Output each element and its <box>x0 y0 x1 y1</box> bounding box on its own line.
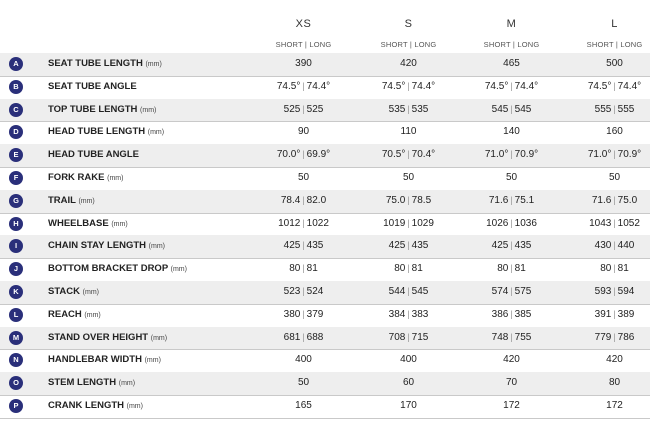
value-cell <box>563 240 650 251</box>
measurement-unit: (mm) <box>140 106 157 114</box>
short-value: 1012 <box>278 217 301 229</box>
long-value: 1036 <box>514 217 537 229</box>
measurement-label <box>48 81 137 92</box>
long-value: 78.5 <box>411 194 432 206</box>
value-cell <box>563 149 650 160</box>
short-value: 71.6 <box>591 194 612 206</box>
value-separator: | <box>613 286 616 296</box>
table-row <box>0 349 650 373</box>
short-value: 74.5° <box>276 80 301 92</box>
long-value: 81 <box>411 263 423 275</box>
measurement-label <box>48 172 123 183</box>
value-cell: 420 <box>400 58 417 69</box>
value-separator: | <box>510 308 513 319</box>
value-cell: 50 <box>402 172 415 183</box>
short-value: 708 <box>388 331 406 343</box>
value-separator: | <box>407 286 410 296</box>
value-separator: | <box>510 217 513 228</box>
table-row <box>0 144 650 168</box>
long-value: 525 <box>306 103 324 115</box>
value-separator: | <box>613 80 616 91</box>
value-cell <box>357 149 460 160</box>
short-value: 75.0 <box>385 194 406 206</box>
value-separator: | <box>510 103 513 114</box>
long-value: 70.9° <box>617 149 642 161</box>
short-value: 74.5° <box>587 80 612 92</box>
measurement-badge: G <box>9 194 23 208</box>
table-row <box>0 372 650 396</box>
value-separator: | <box>407 240 410 251</box>
measurement-badge: A <box>9 57 23 71</box>
value-cell <box>357 104 460 115</box>
measurement-label <box>48 309 101 320</box>
measurement-unit: (mm) <box>84 311 101 319</box>
measurement-unit: (mm) <box>144 357 161 365</box>
size-heading-l: L <box>611 18 618 30</box>
short-value: 748 <box>491 331 509 343</box>
measurement-label <box>48 400 143 411</box>
value-separator: | <box>510 286 513 296</box>
long-value: 75.1 <box>514 194 535 206</box>
measurement-name: SEAT TUBE LENGTH <box>48 58 143 69</box>
value-cell <box>563 309 650 320</box>
value-separator: | <box>302 240 305 251</box>
value-cell <box>357 332 460 343</box>
long-value: 535 <box>411 103 429 115</box>
long-value: 1022 <box>306 217 329 229</box>
short-long-label: SHORT | LONG <box>275 40 332 49</box>
short-value: 380 <box>283 308 301 320</box>
measurement-badge: E <box>9 148 23 162</box>
short-value: 523 <box>283 286 301 297</box>
short-value: 779 <box>594 331 612 343</box>
long-value: 74.4° <box>411 80 436 92</box>
short-value: 74.5° <box>484 80 509 92</box>
short-long-label: SHORT | LONG <box>586 40 643 49</box>
measurement-name: STEM LENGTH <box>48 377 117 389</box>
measurement-label <box>48 58 162 69</box>
value-separator: | <box>302 194 305 205</box>
long-value: 82.0 <box>306 194 327 206</box>
long-value: 688 <box>306 331 324 343</box>
table-row <box>0 167 650 191</box>
long-value: 70.9° <box>514 149 539 161</box>
short-value: 78.4 <box>280 194 301 206</box>
value-cell <box>252 149 355 160</box>
value-separator: | <box>613 240 616 251</box>
value-cell <box>460 309 563 320</box>
value-separator: | <box>613 331 616 342</box>
value-cell: 400 <box>295 354 312 366</box>
measurement-name: WHEELBASE <box>48 217 109 229</box>
measurement-name: TOP TUBE LENGTH <box>48 103 138 115</box>
value-separator: | <box>407 80 410 91</box>
value-cell: 140 <box>503 126 520 138</box>
long-value: 70.4° <box>411 149 436 161</box>
measurement-unit: (mm) <box>150 334 168 342</box>
value-cell <box>252 104 355 115</box>
long-value: 69.9° <box>306 149 331 161</box>
value-separator: | <box>407 263 410 274</box>
table-row <box>0 327 650 351</box>
short-value: 430 <box>594 240 612 252</box>
measurement-label <box>48 218 128 229</box>
measurement-badge: P <box>9 399 23 413</box>
short-value: 574 <box>491 286 509 297</box>
long-value: 379 <box>306 308 324 320</box>
measurement-badge: K <box>9 285 23 299</box>
measurement-badge: C <box>9 103 23 117</box>
short-value: 681 <box>283 331 301 343</box>
measurement-unit: (mm) <box>111 220 128 228</box>
short-value: 1043 <box>589 217 612 229</box>
measurement-badge: O <box>9 376 23 390</box>
measurement-unit: (mm) <box>148 243 165 251</box>
value-separator: | <box>613 263 616 274</box>
short-value: 525 <box>283 103 301 115</box>
measurement-name: SEAT TUBE ANGLE <box>48 80 137 92</box>
table-row <box>0 76 650 100</box>
long-value: 786 <box>617 331 635 343</box>
measurement-name: CHAIN STAY LENGTH <box>48 240 147 252</box>
value-separator: | <box>407 194 410 205</box>
measurement-label <box>48 286 99 297</box>
size-heading-xs: XS <box>295 18 312 30</box>
measurement-name: CRANK LENGTH <box>48 400 124 411</box>
table-row <box>0 53 650 77</box>
value-separator: | <box>613 149 616 160</box>
value-cell <box>357 218 460 229</box>
measurement-badge: M <box>9 331 23 345</box>
short-value: 80 <box>497 263 509 275</box>
value-separator: | <box>302 263 305 274</box>
long-value: 440 <box>617 240 635 252</box>
measurement-unit: (mm) <box>82 289 99 296</box>
table-row <box>0 235 650 259</box>
size-heading-s: S <box>404 18 413 30</box>
measurement-unit: (mm) <box>118 380 136 388</box>
value-cell <box>252 218 355 229</box>
value-cell <box>357 195 460 206</box>
measurement-name: STAND OVER HEIGHT <box>48 331 149 343</box>
value-cell: 172 <box>503 400 520 411</box>
value-cell <box>460 218 563 229</box>
value-cell <box>357 81 460 92</box>
short-value: 555 <box>594 103 612 115</box>
value-separator: | <box>613 217 616 228</box>
measurement-name: FORK RAKE <box>48 172 105 183</box>
value-separator: | <box>302 80 305 91</box>
value-cell: 465 <box>503 58 520 69</box>
value-cell <box>563 263 650 274</box>
long-value: 81 <box>514 263 526 275</box>
short-long-label: SHORT | LONG <box>380 40 437 49</box>
measurement-name: HEAD TUBE LENGTH <box>48 126 146 138</box>
value-cell: 420 <box>606 354 623 366</box>
value-cell: 50 <box>608 172 621 183</box>
value-cell <box>563 81 650 92</box>
value-separator: | <box>302 103 305 114</box>
value-separator: | <box>510 240 513 251</box>
value-cell <box>460 240 563 251</box>
value-cell <box>357 240 460 251</box>
value-cell: 390 <box>295 58 312 69</box>
value-cell: 70 <box>505 377 518 389</box>
value-separator: | <box>407 149 410 160</box>
long-value: 383 <box>411 308 429 320</box>
measurement-unit: (mm) <box>170 266 187 274</box>
value-cell <box>357 309 460 320</box>
value-separator: | <box>613 194 616 205</box>
long-value: 545 <box>411 286 429 297</box>
short-value: 74.5° <box>381 80 406 92</box>
short-value: 544 <box>388 286 406 297</box>
measurement-label <box>48 263 187 274</box>
measurement-name: TRAIL <box>48 194 76 206</box>
value-cell <box>460 332 563 343</box>
long-value: 75.0 <box>617 194 638 206</box>
value-separator: | <box>613 103 616 114</box>
value-separator: | <box>302 331 305 342</box>
table-row <box>0 304 650 328</box>
value-cell: 50 <box>297 172 310 183</box>
value-cell: 50 <box>297 377 310 389</box>
value-separator: | <box>510 80 513 91</box>
value-cell <box>252 240 355 251</box>
table-row <box>0 258 650 282</box>
measurement-unit: (mm) <box>107 175 124 182</box>
long-value: 715 <box>411 331 429 343</box>
value-cell: 90 <box>297 126 310 138</box>
long-value: 575 <box>514 286 532 297</box>
measurement-label <box>48 195 95 206</box>
measurement-badge: I <box>9 239 23 253</box>
value-cell <box>460 104 563 115</box>
value-separator: | <box>302 149 305 160</box>
value-cell <box>460 286 563 297</box>
value-separator: | <box>510 331 513 342</box>
size-heading-m: M <box>506 18 517 30</box>
value-cell: 160 <box>606 126 623 138</box>
measurement-name: STACK <box>48 286 81 297</box>
long-value: 755 <box>514 331 532 343</box>
value-separator: | <box>407 103 410 114</box>
value-cell <box>252 309 355 320</box>
long-value: 74.4° <box>306 80 331 92</box>
measurement-name: BOTTOM BRACKET DROP <box>48 263 168 275</box>
short-value: 71.0° <box>587 149 612 161</box>
value-cell <box>563 104 650 115</box>
value-cell <box>460 195 563 206</box>
value-separator: | <box>510 263 513 274</box>
long-value: 435 <box>514 240 532 252</box>
long-value: 81 <box>306 263 318 275</box>
long-value: 524 <box>306 286 324 297</box>
measurement-badge: H <box>9 217 23 231</box>
measurement-badge: J <box>9 262 23 276</box>
measurement-name: HEAD TUBE ANGLE <box>48 149 139 161</box>
value-cell: 60 <box>402 377 415 389</box>
value-separator: | <box>302 308 305 319</box>
short-value: 80 <box>289 263 301 275</box>
measurement-label <box>48 240 165 251</box>
measurement-label <box>48 377 135 388</box>
measurement-name: REACH <box>48 308 82 320</box>
table-row <box>0 99 650 123</box>
value-separator: | <box>613 308 616 319</box>
short-value: 593 <box>594 286 612 297</box>
value-cell <box>460 149 563 160</box>
table-row <box>0 121 650 145</box>
value-cell <box>252 81 355 92</box>
value-separator: | <box>510 149 513 160</box>
long-value: 435 <box>306 240 324 252</box>
long-value: 389 <box>617 308 635 320</box>
measurement-unit: (mm) <box>78 197 95 205</box>
measurement-label <box>48 332 167 343</box>
value-cell <box>252 195 355 206</box>
short-value: 545 <box>491 103 509 115</box>
measurement-label <box>48 126 164 137</box>
value-cell <box>460 81 563 92</box>
short-value: 425 <box>491 240 509 252</box>
value-cell <box>563 195 650 206</box>
measurement-badge: N <box>9 353 23 367</box>
value-cell <box>563 286 650 297</box>
measurement-unit: (mm) <box>145 61 162 68</box>
value-separator: | <box>407 331 410 342</box>
value-cell: 50 <box>505 172 518 183</box>
short-value: 384 <box>388 308 406 320</box>
long-value: 555 <box>617 103 635 115</box>
value-cell <box>563 218 650 229</box>
value-cell: 165 <box>295 400 312 411</box>
long-value: 1052 <box>617 217 640 229</box>
long-value: 594 <box>617 286 635 297</box>
short-value: 1019 <box>383 217 406 229</box>
long-value: 81 <box>617 263 629 275</box>
measurement-badge: L <box>9 308 23 322</box>
short-value: 80 <box>600 263 612 275</box>
table-row <box>0 213 650 237</box>
measurement-badge: B <box>9 80 23 94</box>
short-value: 386 <box>491 308 509 320</box>
value-cell <box>460 263 563 274</box>
value-separator: | <box>407 308 410 319</box>
short-value: 425 <box>388 240 406 252</box>
value-cell <box>252 332 355 343</box>
long-value: 74.4° <box>617 80 642 92</box>
table-row <box>0 190 650 214</box>
short-value: 1026 <box>486 217 509 229</box>
short-value: 535 <box>388 103 406 115</box>
value-separator: | <box>302 217 305 228</box>
short-value: 80 <box>394 263 406 275</box>
measurement-name: HANDLEBAR WIDTH <box>48 354 142 366</box>
value-separator: | <box>302 286 305 296</box>
short-value: 71.0° <box>484 149 509 161</box>
value-cell <box>357 263 460 274</box>
short-value: 425 <box>283 240 301 252</box>
short-value: 71.6 <box>488 194 509 206</box>
value-separator: | <box>407 217 410 228</box>
short-long-label: SHORT | LONG <box>483 40 540 49</box>
long-value: 74.4° <box>514 80 539 92</box>
measurement-badge: F <box>9 171 23 185</box>
long-value: 385 <box>514 308 532 320</box>
value-cell: 500 <box>606 58 623 69</box>
value-cell: 170 <box>400 400 417 411</box>
value-cell: 110 <box>400 126 417 138</box>
measurement-unit: (mm) <box>147 129 165 137</box>
value-separator: | <box>510 194 513 205</box>
short-value: 70.0° <box>276 149 301 161</box>
value-cell: 400 <box>400 354 417 366</box>
table-row <box>0 281 650 305</box>
measurement-label <box>48 104 156 115</box>
long-value: 545 <box>514 103 532 115</box>
measurement-badge: D <box>9 125 23 139</box>
value-cell <box>252 263 355 274</box>
short-value: 391 <box>594 308 612 320</box>
table-row <box>0 395 650 419</box>
long-value: 435 <box>411 240 429 252</box>
measurement-label <box>48 149 139 160</box>
value-cell: 172 <box>606 400 623 411</box>
value-cell <box>252 286 355 297</box>
table-header <box>0 0 650 56</box>
measurement-unit: (mm) <box>126 403 143 410</box>
value-cell <box>563 332 650 343</box>
value-cell: 80 <box>608 377 621 389</box>
measurement-label <box>48 354 161 365</box>
short-value: 70.5° <box>381 149 406 161</box>
value-cell <box>357 286 460 297</box>
long-value: 1029 <box>411 217 434 229</box>
value-cell: 420 <box>503 354 520 366</box>
